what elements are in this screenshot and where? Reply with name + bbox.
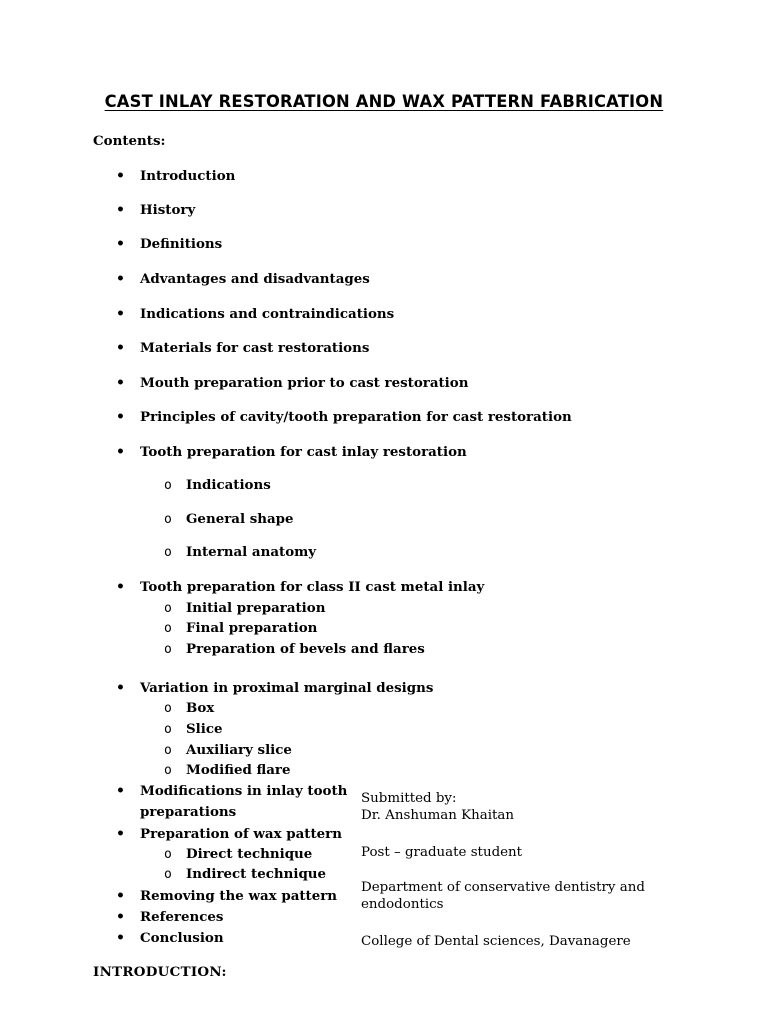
sub-list-item: Final preparation [186,620,318,636]
list-item: Definitions [140,236,223,252]
list-item: Preparation of wax pattern [140,826,342,842]
author-role: Post – graduate student [361,845,523,860]
bullet-icon: • [116,409,125,425]
list-item: Conclusion [140,930,224,946]
list-item: Indications and contraindications [140,306,395,322]
sub-list-item: Box [186,700,215,716]
list-item: References [140,909,224,925]
sub-list-item: Slice [186,721,223,737]
bullet-icon: • [116,202,125,218]
sub-bullet-icon: o [164,743,172,758]
sub-list-item: Auxiliary slice [186,742,292,758]
bullet-icon: • [116,579,125,595]
sub-list-item: Modified flare [186,762,291,778]
sub-list-item: Internal anatomy [186,544,317,560]
list-item: Tooth preparation for cast inlay restoration [140,444,467,460]
sub-bullet-icon: o [164,642,172,657]
sub-bullet-icon: o [164,867,172,882]
submitted-by-label: Submitted by: [361,791,457,806]
sub-bullet-icon: o [164,763,172,778]
bullet-icon: • [116,271,125,287]
sub-bullet-icon: o [164,621,172,636]
sub-bullet-icon: o [164,722,172,737]
sub-bullet-icon: o [164,545,172,560]
list-item-continued: preparations [140,804,237,820]
list-item: Variation in proximal marginal designs [140,680,434,696]
bullet-icon: • [116,783,125,799]
bullet-icon: • [116,826,125,842]
sub-list-item: Indications [186,477,271,493]
contents-label: Contents: [93,133,166,149]
list-item: History [140,202,196,218]
bullet-icon: • [116,168,125,184]
bullet-icon: • [116,306,125,322]
author-name: Dr. Anshuman Khaitan [361,808,515,823]
document-title-text: CAST INLAY RESTORATION AND WAX PATTERN FABRICATION [104,92,664,112]
bullet-icon: • [116,375,125,391]
sub-bullet-icon: o [164,601,172,616]
bullet-icon: • [116,930,125,946]
department-line-2: endodontics [361,897,444,912]
sub-bullet-icon: o [164,847,172,862]
sub-list-item: Preparation of bevels and flares [186,641,425,657]
list-item: Materials for cast restorations [140,340,370,356]
sub-list-item: Direct technique [186,846,313,862]
list-item: Advantages and disadvantages [140,271,370,287]
bullet-icon: • [116,909,125,925]
bullet-icon: • [116,340,125,356]
list-item: Modifications in inlay tooth [140,783,348,799]
list-item: Introduction [140,168,236,184]
department-line-1: Department of conservative dentistry and [361,880,645,895]
bullet-icon: • [116,444,125,460]
list-item: Tooth preparation for class II cast metal inlay [140,579,485,595]
sub-bullet-icon: o [164,512,172,527]
document-title [0,92,768,112]
sub-bullet-icon: o [164,701,172,716]
sub-list-item: Initial preparation [186,600,326,616]
sub-list-item: Indirect technique [186,866,327,882]
bullet-icon: • [116,680,125,696]
section-heading-introduction: INTRODUCTION: [93,964,227,980]
bullet-icon: • [116,236,125,252]
sub-bullet-icon: o [164,478,172,493]
sub-list-item: General shape [186,511,294,527]
list-item: Mouth preparation prior to cast restoration [140,375,469,391]
list-item: Principles of cavity/tooth preparation for cast restoration [140,409,572,425]
bullet-icon: • [116,888,125,904]
college-name: College of Dental sciences, Davanagere [361,934,631,949]
list-item: Removing the wax pattern [140,888,338,904]
